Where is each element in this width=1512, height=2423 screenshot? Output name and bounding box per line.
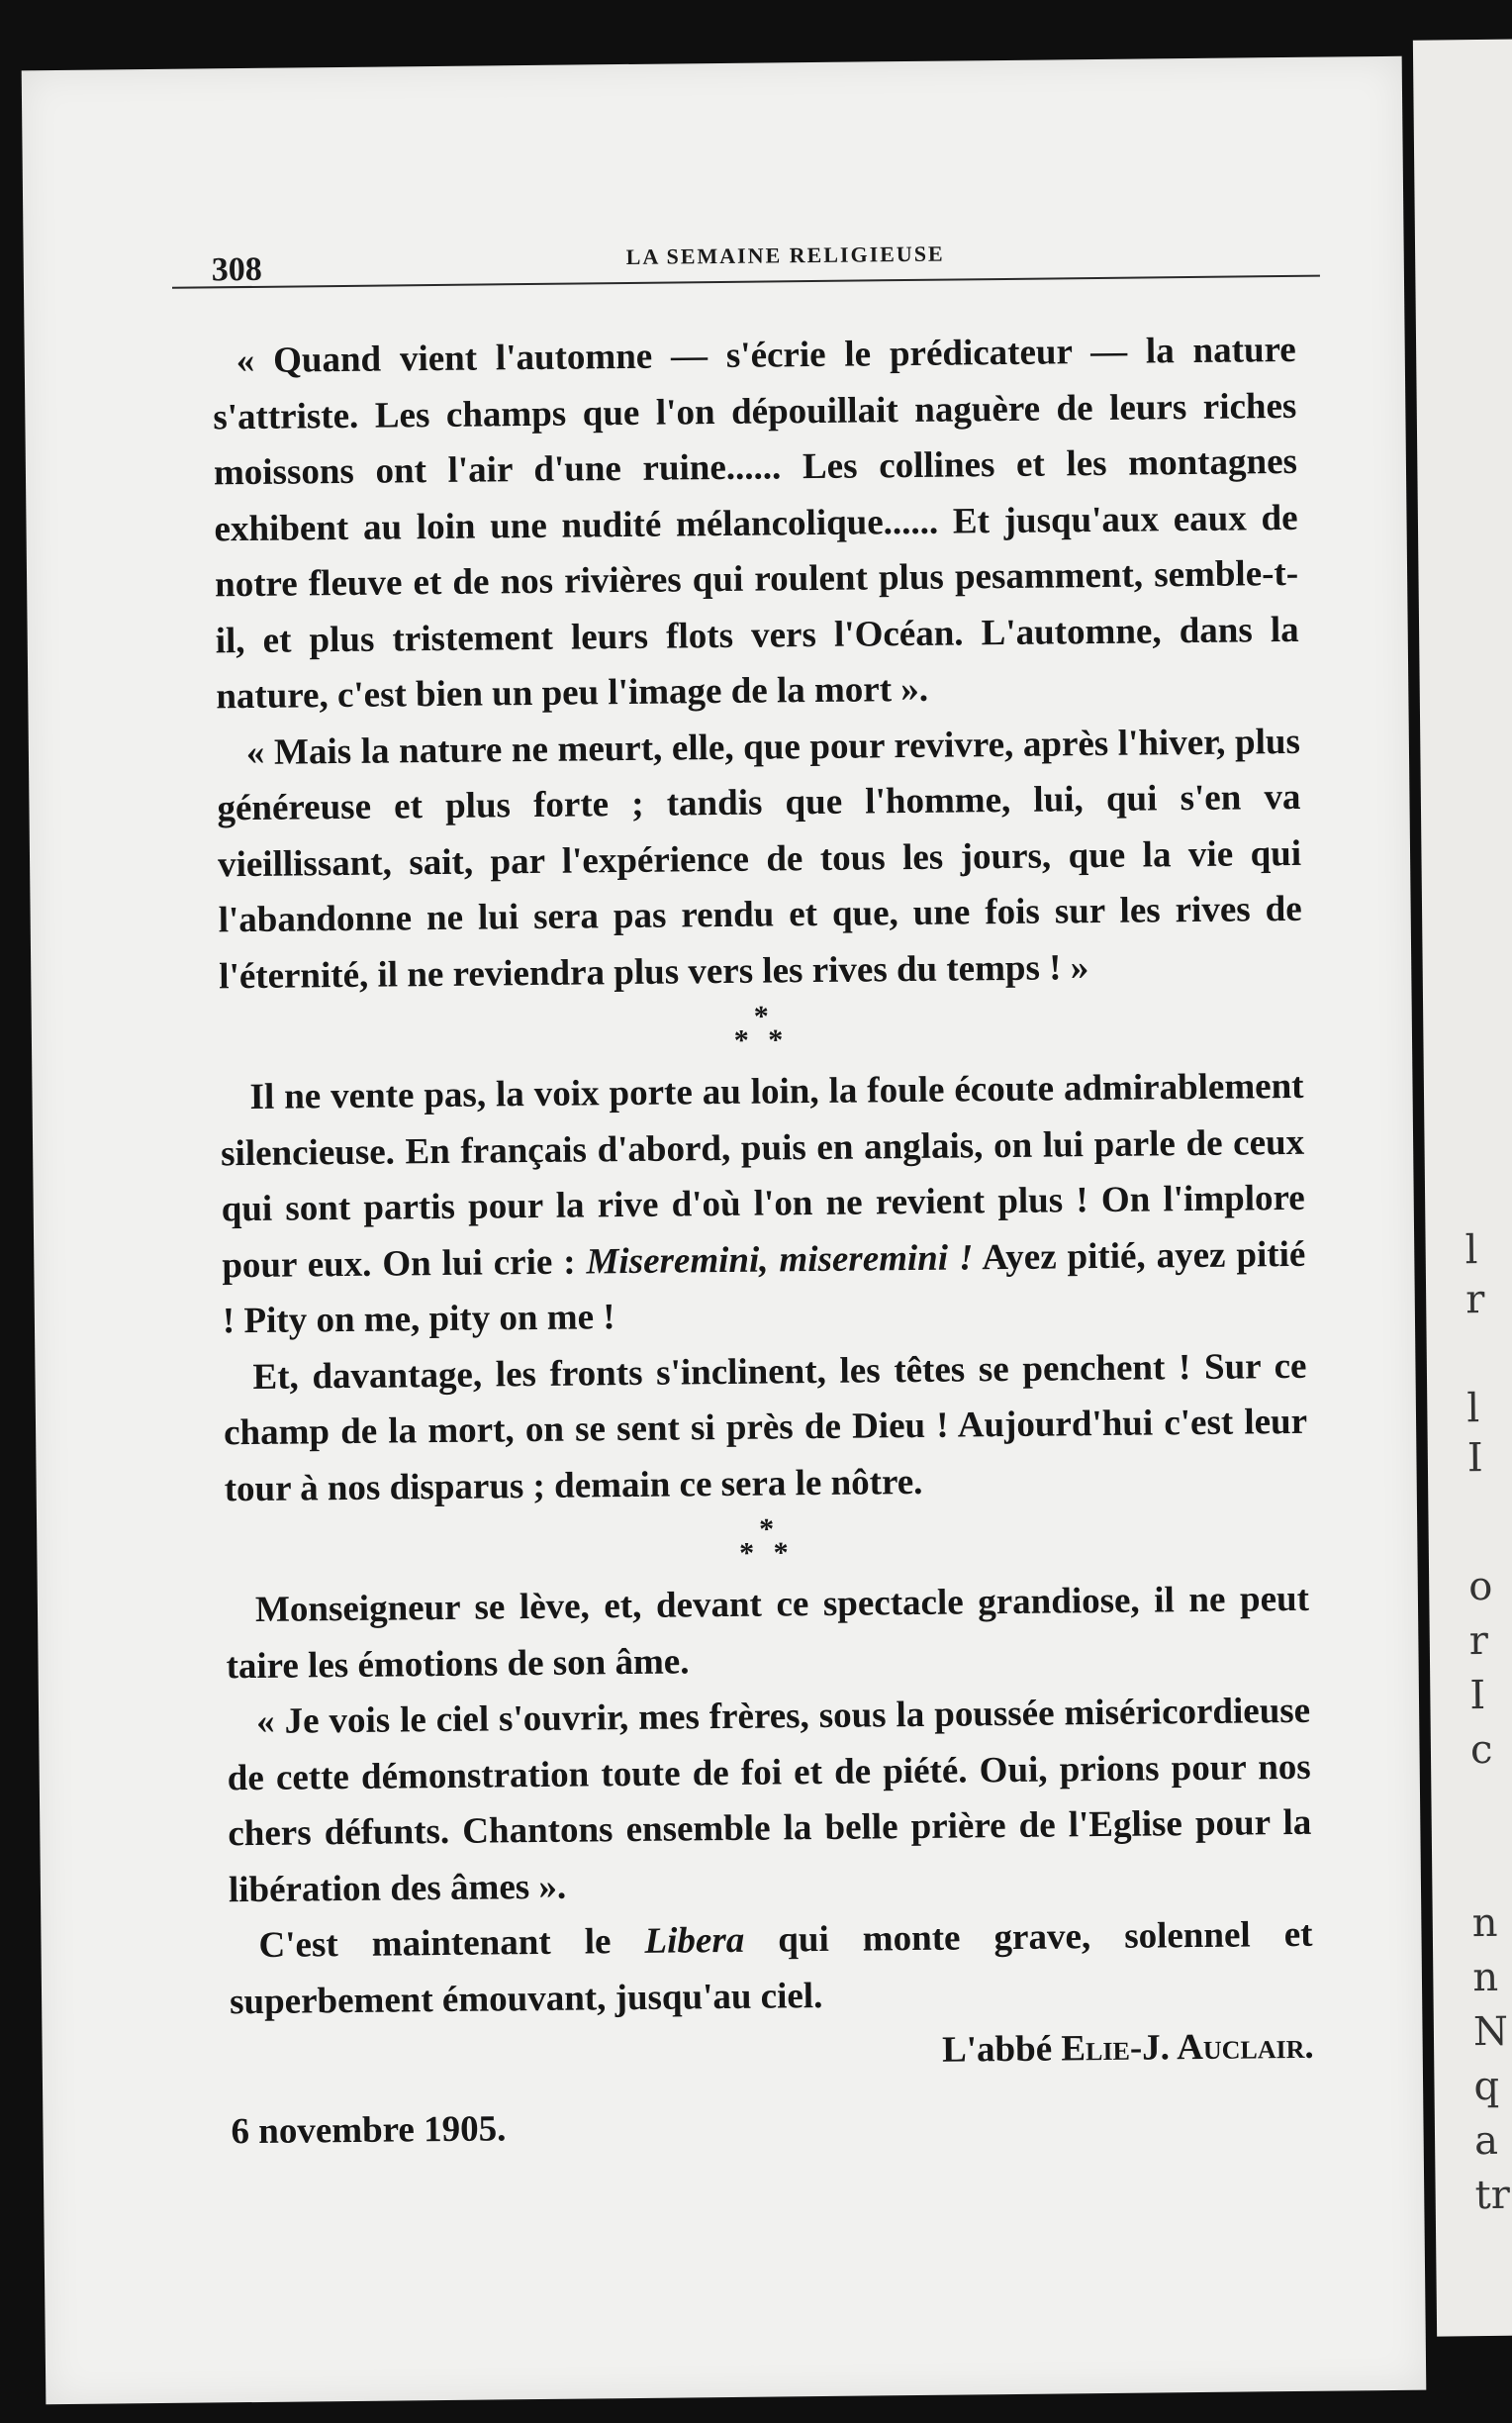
text-run: qui monte grave, solennel et superbement émouvant, jusqu'au ciel.: [229, 1913, 1313, 2022]
adjacent-page-fragment: n: [1472, 1954, 1499, 2001]
paragraph-sky-opens: « Je vois le ciel s'ouvrir, mes frères, sous la poussée miséricordieuse de cette démonstration toute de foi et de piété. Oui, prions pour nos chers défunts. Chantons ensemble la belle prière de l'Eglise pour la libération des âmes ».: [227, 1690, 1312, 1910]
adjacent-page-fragment: a: [1473, 2117, 1499, 2165]
text-run: Il ne vente pas, la voix porte au loin, la foule écoute admirablement silencieuse. En français d'abord, puis en anglais, on lui parle de ceux qui sont partis pour la rive d'où l'on ne revient plus ! On l'implore pour eux. On lui crie :: [220, 1065, 1305, 1286]
adjacent-page-fragment: l: [1465, 1227, 1478, 1274]
paragraph-monseigneur: Monseigneur se lève, et, devant ce spectacle grandiose, il ne peut taire les émotions de son âme.: [226, 1578, 1310, 1687]
adjacent-page-fragment: n: [1471, 1899, 1498, 1947]
adjacent-page-fragment: l: [1466, 1386, 1480, 1432]
adjacent-page-fragment: r: [1465, 1277, 1485, 1323]
asterism-divider: [220, 994, 1304, 1070]
signature-prefix: L'abbé: [941, 2028, 1062, 2071]
italic-libera: Libera: [644, 1919, 745, 1962]
document-page: [22, 56, 1427, 2404]
signature-name: Elie-J. Auclair.: [1061, 2025, 1314, 2070]
adjacent-page-fragment: o: [1467, 1563, 1493, 1610]
asterism-bottom: * *: [738, 1536, 795, 1570]
asterism-top: *: [758, 1512, 775, 1546]
adjacent-page-fragment: I: [1469, 1673, 1486, 1719]
paragraph-nature: « Mais la nature ne meurt, elle, que pour revivre, après l'hiver, plus généreuse et plus forte ; tandis que l'homme, lui, qui s'en va vieillissant, sait, par l'expérience de tous les jours, que la vie qui l'abandonne ne lui sera pas rendu et que, une fois sur les rives de l'éternité, il ne reviendra plus vers les rives du temps ! »: [217, 721, 1302, 997]
article-body: [212, 323, 1314, 2160]
paragraph-crowd: [220, 1059, 1306, 1350]
page-number: 308: [211, 250, 263, 289]
paragraph-foreheads: Et, davantage, les fronts s'inclinent, les têtes se penchent ! Sur ce champ de la mort, on se sent si près de Dieu ! Aujourd'hui c'est leur tour à nos disparus ; demain ce sera le nôtre.: [223, 1345, 1308, 1509]
italic-miseremini: Miseremini, miseremini !: [586, 1236, 974, 1282]
asterism-bottom: * *: [733, 1023, 790, 1057]
paragraph-autumn: « Quand vient l'automne — s'écrie le prédicateur — la nature s'attriste. Les champs que l'on dépouillait naguère de leurs riches moissons ont l'air d'une ruine...... Les collines et les montagnes exhibent au loin une nudité mélancolique...... Et jusqu'aux eaux de notre fleuve et de nos rivières qui roulent plus pesamment, semble-t-il, et plus tristement leurs flots vers l'Océan. L'automne, dans la nature, c'est bien un peu l'image de la mort ».: [213, 329, 1299, 718]
asterism-divider: [225, 1506, 1309, 1583]
date-line: 6 novembre 1905.: [231, 2107, 507, 2152]
adjacent-page-fragment: q: [1473, 2063, 1500, 2110]
adjacent-page-fragment: tr: [1474, 2172, 1511, 2219]
adjacent-page-fragment: c: [1469, 1726, 1493, 1774]
adjacent-page-fragment: r: [1468, 1617, 1489, 1665]
paragraph-libera: [229, 1907, 1313, 2030]
text-run: Ayez pitié, ayez pitié ! Pity on me, pity on me !: [222, 1233, 1306, 1342]
adjacent-page-fragment: I: [1466, 1435, 1483, 1482]
signature: [230, 2019, 1314, 2086]
adjacent-page-fragment: N: [1472, 2008, 1509, 2056]
asterism-top: *: [753, 1000, 769, 1033]
running-head: LA SEMAINE RELIGIEUSE: [625, 241, 945, 269]
page-header: [171, 186, 1320, 289]
text-run: C'est maintenant le: [258, 1920, 645, 1966]
